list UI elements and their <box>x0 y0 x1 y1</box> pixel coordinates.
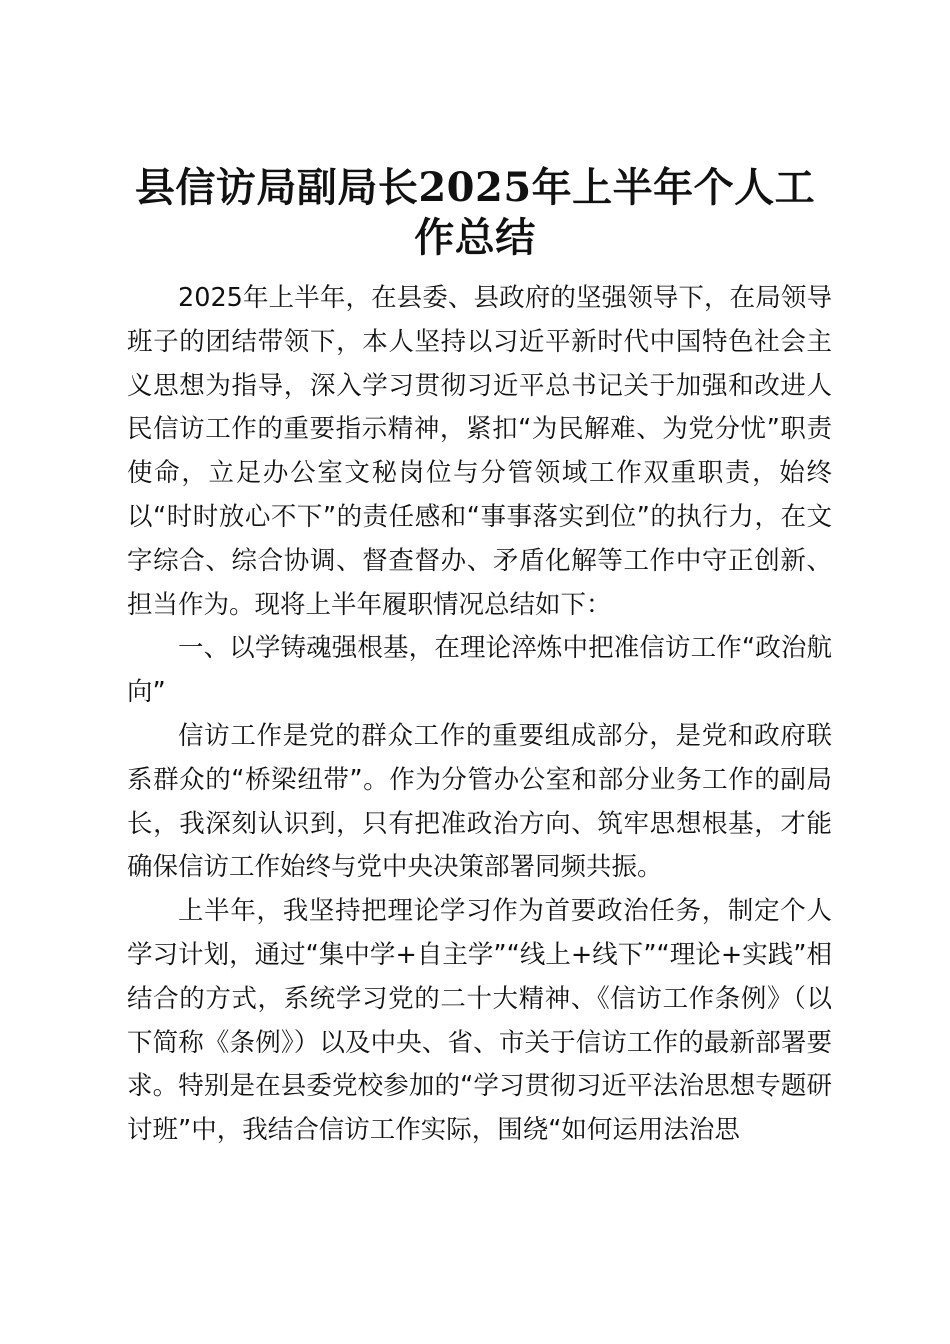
document-title: 县信访局副局长2025年上半年个人工作总结 <box>134 164 816 261</box>
section-heading-1: 一、以学铸魂强根基，在理论淬炼中把准信访工作“政治航向” <box>127 633 832 708</box>
intro-paragraph: 2025年上半年，在县委、县政府的坚强领导下，在局领导班子的团结带领下，本人坚持以习近平新时代中国特色社会主义思想为指导，深入学习贯彻习近平总书记关于加强和改进人民信访工作的重要指示精神，紧扣“为民解难、为党分忧”职责使命，立足办公室文秘岗位与分管领域工作双重职责，始终以“时时放心不下”的责任感和“事事落实到位”的执行力，在文字综合、综合协调、督查督办、矛盾化解等工作中守正创新、担当作为。现将上半年履职情况总结如下： <box>127 283 832 620</box>
document-body <box>127 277 832 1153</box>
body-paragraph: 上半年，我坚持把理论学习作为首要政治任务，制定个人学习计划，通过“集中学+自主学”“线上+线下”“理论+实践”相结合的方式，系统学习党的二十大精神、《信访工作条例》（以下简称《条例》）以及中央、省、市关于信访工作的最新部署要求。特别是在县委党校参加的“学习贯彻习近平法治思想专题研讨班”中，我结合信访工作实际，围绕“如何运用法治思 <box>127 896 832 1146</box>
body-paragraph: 信访工作是党的群众工作的重要组成部分，是党和政府联系群众的“桥梁纽带”。作为分管办公室和部分业务工作的副局长，我深刻认识到，只有把准政治方向、筑牢思想根基，才能确保信访工作始终与党中央决策部署同频共振。 <box>127 720 832 883</box>
